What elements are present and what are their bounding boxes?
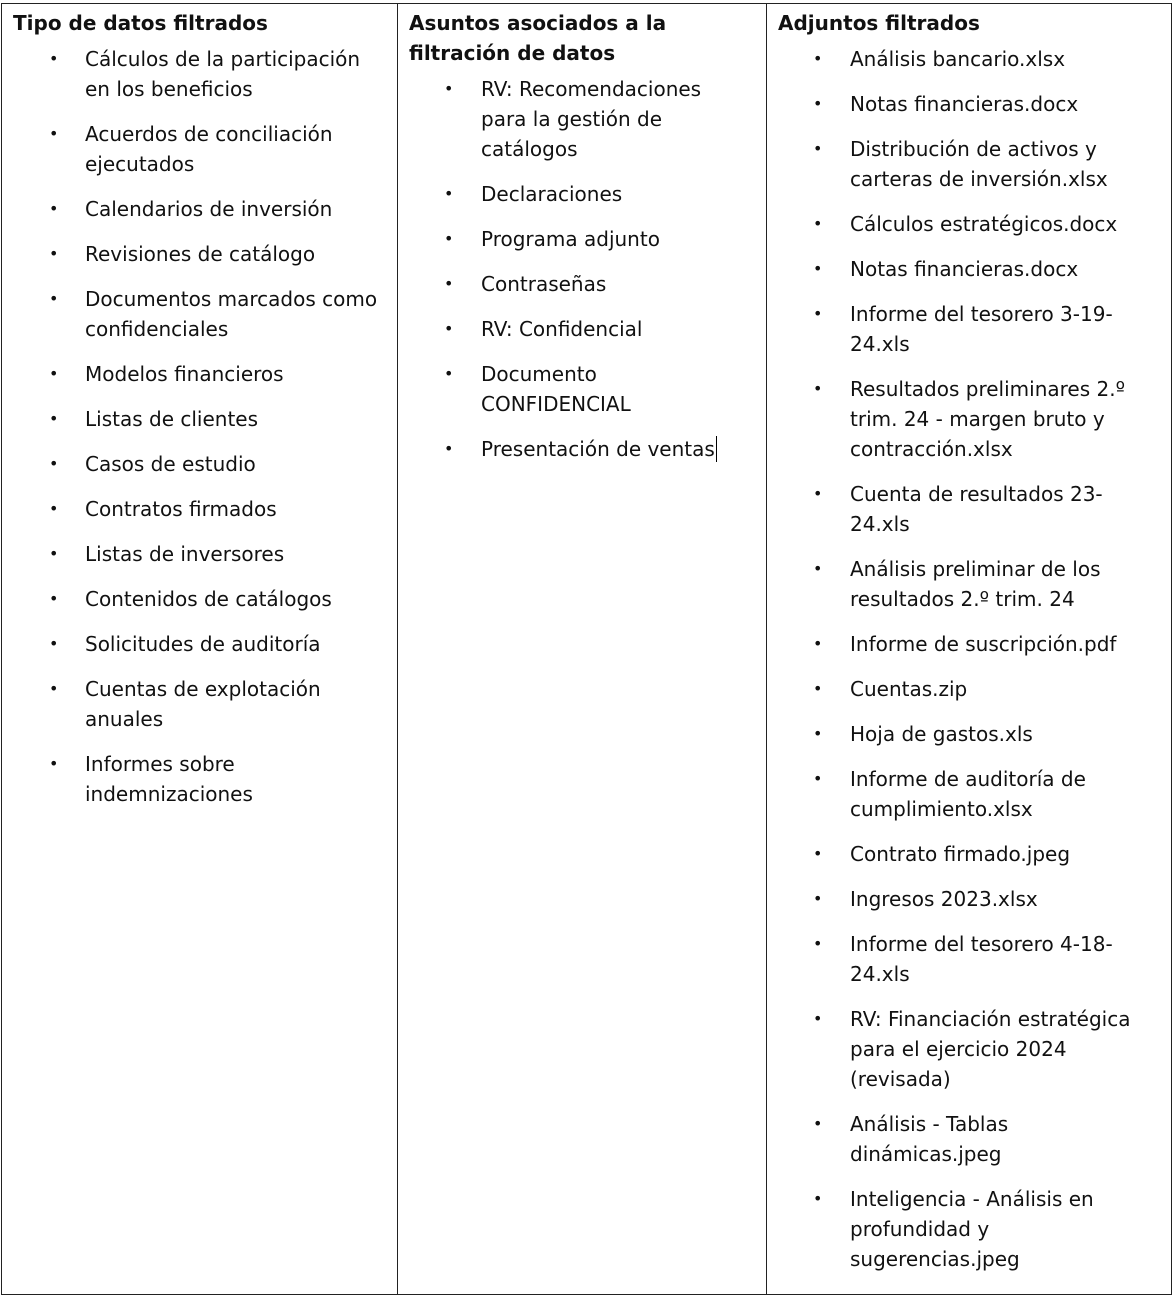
list-item-text: Informe del tesorero 3-19-24.xls [850, 302, 1113, 356]
list-item [767, 44, 1171, 74]
column-header: Asuntos asociados a la filtración de datos [409, 11, 667, 65]
bullet-icon: • [49, 289, 59, 308]
bullet-icon: • [813, 49, 823, 68]
bullet-icon: • [813, 844, 823, 863]
list-item-text: Resultados preliminares 2.º trim. 24 - margen bruto y contracción.xlsx [850, 377, 1125, 461]
bullet-icon: • [444, 79, 454, 98]
list-item-text: Análisis - Tablas dinámicas.jpeg [850, 1112, 1009, 1166]
list-item [2, 539, 397, 569]
list-item [2, 44, 397, 104]
list-item [767, 929, 1171, 989]
column-leaked-data-types [2, 4, 398, 1295]
bullet-icon: • [813, 304, 823, 323]
list-item [2, 404, 397, 434]
list-item [2, 359, 397, 389]
list-item [2, 629, 397, 659]
list-item [398, 179, 766, 209]
bullet-list[interactable] [398, 74, 766, 464]
bullet-icon: • [49, 199, 59, 218]
list-item-text: Contratos firmados [85, 497, 277, 521]
list-item-text: Cuentas de explotación anuales [85, 677, 321, 731]
list-item [2, 674, 397, 734]
column-leaked-attachments [767, 4, 1172, 1295]
bullet-icon: • [49, 634, 59, 653]
bullet-list [2, 44, 397, 809]
list-item-text: Modelos financieros [85, 362, 284, 386]
list-item [767, 134, 1171, 194]
bullet-icon: • [813, 679, 823, 698]
column-associated-subjects [398, 4, 767, 1295]
list-item [767, 839, 1171, 869]
list-item-text: Solicitudes de auditoría [85, 632, 321, 656]
list-item [398, 434, 766, 464]
list-item [767, 1109, 1171, 1169]
bullet-icon: • [49, 454, 59, 473]
bullet-icon: • [49, 124, 59, 143]
list-item [767, 89, 1171, 119]
bullet-icon: • [813, 139, 823, 158]
list-item-text: Notas financieras.docx [850, 92, 1079, 116]
bullet-list [767, 44, 1171, 1274]
list-item-text: Presentación de ventas [481, 437, 715, 461]
bullet-icon: • [813, 559, 823, 578]
bullet-icon: • [813, 724, 823, 743]
list-item [2, 494, 397, 524]
list-item [2, 449, 397, 479]
list-item-text: Distribución de activos y carteras de inversión.xlsx [850, 137, 1108, 191]
list-item [767, 764, 1171, 824]
list-item [2, 749, 397, 809]
list-item-text: Documento CONFIDENCIAL [481, 362, 631, 416]
list-item [2, 284, 397, 344]
bullet-icon: • [444, 184, 454, 203]
bullet-icon: • [813, 1009, 823, 1028]
list-item [398, 224, 766, 254]
list-item [398, 314, 766, 344]
list-item [767, 1184, 1171, 1274]
bullet-icon: • [49, 364, 59, 383]
leaked-data-table [1, 3, 1172, 1295]
bullet-icon: • [444, 319, 454, 338]
bullet-icon: • [444, 229, 454, 248]
list-item-text: Hoja de gastos.xls [850, 722, 1033, 746]
list-item-text: Cuenta de resultados 23-24.xls [850, 482, 1103, 536]
bullet-icon: • [813, 484, 823, 503]
list-item-text: Contenidos de catálogos [85, 587, 332, 611]
list-item [398, 269, 766, 299]
list-item-text: Documentos marcados como confidenciales [85, 287, 378, 341]
text-cursor [716, 436, 717, 462]
list-item [767, 209, 1171, 239]
list-item-text: Informe del tesorero 4-18-24.xls [850, 932, 1113, 986]
bullet-icon: • [49, 544, 59, 563]
bullet-icon: • [49, 49, 59, 68]
list-item [767, 884, 1171, 914]
list-item [767, 299, 1171, 359]
list-item-text: Cálculos de la participación en los beneficios [85, 47, 361, 101]
list-item [2, 239, 397, 269]
list-item-text: Informe de auditoría de cumplimiento.xlsx [850, 767, 1086, 821]
list-item-text: Análisis bancario.xlsx [850, 47, 1066, 71]
bullet-icon: • [49, 754, 59, 773]
bullet-icon: • [444, 274, 454, 293]
bullet-icon: • [444, 439, 454, 458]
list-item [767, 629, 1171, 659]
list-item-text: Listas de clientes [85, 407, 259, 431]
list-item-text: Programa adjunto [481, 227, 660, 251]
bullet-icon: • [49, 679, 59, 698]
list-item [2, 584, 397, 614]
bullet-icon: • [49, 244, 59, 263]
list-item [767, 374, 1171, 464]
list-item-text: Contrato firmado.jpeg [850, 842, 1071, 866]
list-item-text: Ingresos 2023.xlsx [850, 887, 1038, 911]
list-item-text: Calendarios de inversión [85, 197, 333, 221]
list-item [398, 74, 766, 164]
bullet-icon: • [49, 589, 59, 608]
bullet-icon: • [813, 94, 823, 113]
list-item [767, 674, 1171, 704]
list-item-text: Contraseñas [481, 272, 607, 296]
list-item [2, 194, 397, 224]
list-item-text: Inteligencia - Análisis en profundidad y sugerencias.jpeg [850, 1187, 1094, 1271]
list-item [767, 554, 1171, 614]
bullet-icon: • [444, 364, 454, 383]
list-item [767, 479, 1171, 539]
list-item-text: Declaraciones [481, 182, 623, 206]
bullet-icon: • [813, 934, 823, 953]
column-header: Adjuntos filtrados [778, 11, 980, 35]
bullet-icon: • [813, 769, 823, 788]
list-item-text: Listas de inversores [85, 542, 285, 566]
list-item-text: Análisis preliminar de los resultados 2.º trim. 24 [850, 557, 1101, 611]
bullet-icon: • [813, 379, 823, 398]
column-header: Tipo de datos filtrados [13, 11, 268, 35]
list-item-text: RV: Confidencial [481, 317, 643, 341]
bullet-icon: • [813, 634, 823, 653]
list-item-text: RV: Financiación estratégica para el ejercicio 2024 (revisada) [850, 1007, 1131, 1091]
bullet-icon: • [49, 499, 59, 518]
bullet-icon: • [49, 409, 59, 428]
table-row [2, 4, 1172, 1295]
list-item-text: Informe de suscripción.pdf [850, 632, 1117, 656]
list-item [767, 1004, 1171, 1094]
list-item [767, 254, 1171, 284]
list-item-text: Cálculos estratégicos.docx [850, 212, 1118, 236]
list-item-text: Acuerdos de conciliación ejecutados [85, 122, 333, 176]
list-item-text: Informes sobre indemnizaciones [85, 752, 253, 806]
list-item-text: Revisiones de catálogo [85, 242, 316, 266]
list-item-text: Notas financieras.docx [850, 257, 1079, 281]
list-item [767, 719, 1171, 749]
list-item [398, 359, 766, 419]
list-item-text: Casos de estudio [85, 452, 256, 476]
list-item [2, 119, 397, 179]
list-item-text: RV: Recomendaciones para la gestión de catálogos [481, 77, 702, 161]
bullet-icon: • [813, 259, 823, 278]
bullet-icon: • [813, 1189, 823, 1208]
bullet-icon: • [813, 214, 823, 233]
bullet-icon: • [813, 1114, 823, 1133]
list-item-text: Cuentas.zip [850, 677, 968, 701]
bullet-icon: • [813, 889, 823, 908]
